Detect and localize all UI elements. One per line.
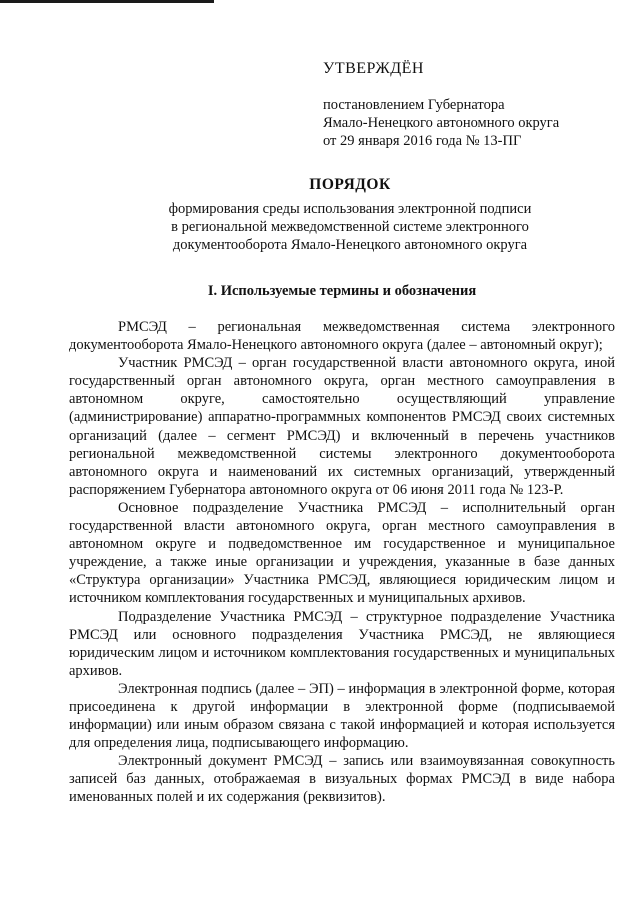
paragraph-participant-definition: Участник РМСЭД – орган государственной власти автономного округа, иной государственный орган автономного округа, орган местного самоуправления в автономном округе, самостоятельно осуществляющий управление (администрирование) аппаратно-программных компонентов РМСЭД своих системных организаций (далее – сегмент РМСЭД) и включенный в перечень участников региональной межведомственной системы электронного документооборота автономного округа и наименований их системных организаций, утвержденный распоряжением Губернатора автономного округа от 06 июня 2011 года № 123-Р. <box>69 355 615 498</box>
approval-line: от 29 января 2016 года № 13-ПГ <box>323 133 522 149</box>
body-text <box>69 318 615 807</box>
approval-block <box>323 60 623 150</box>
document-subtitle-line: в региональной межведомственной системе электронного <box>171 219 529 235</box>
paragraph-main-division-definition: Основное подразделение Участника РМСЭД – исполнительный орган государственной власти автономного округа, орган местного самоуправления в автономном округе и подведомственное им государственное и муниципальное учреждение, а также иные организации и учреждения, указанные в базе данных «Структура организации» Участника РМСЭД, являющиеся юридическим лицом и источником комплектования государственных и муниципальных архивов. <box>69 499 615 607</box>
document-subtitle-line: формирования среды использования электронной подписи <box>168 201 532 217</box>
document-title-block <box>100 176 600 254</box>
document-heading: ПОРЯДОК <box>309 176 391 193</box>
section-heading: I. Используемые термины и обозначения <box>207 283 477 299</box>
paragraph-electronic-document-definition: Электронный документ РМСЭД – запись или взаимоувязанная совокупность записей баз данных, отображаемая в визуальных формах РМСЭД в виде набора именованных полей и их содержания (реквизитов). <box>69 753 615 806</box>
approval-line: постановлением Губернатора <box>323 97 505 113</box>
top-edge-rule <box>0 0 214 3</box>
approval-line: Ямало-Ненецкого автономного округа <box>323 115 560 131</box>
document-subtitle-line: документооборота Ямало-Ненецкого автономного округа <box>172 237 528 253</box>
approval-title: УТВЕРЖДЁН <box>323 60 424 77</box>
paragraph-electronic-signature-definition: Электронная подпись (далее – ЭП) – информация в электронной форме, которая присоединена к другой информации в электронной форме (подписываемой информации) или иным образом связана с такой информацией и которая используется для определения лица, подписывающего информацию. <box>69 680 615 752</box>
paragraph-division-definition: Подразделение Участника РМСЭД – структурное подразделение Участника РМСЭД или основного подразделения Участника РМСЭД, не являющиеся юридическим лицом и источником комплектования государственных и муниципальных архивов. <box>69 608 615 679</box>
paragraph-rmsed-definition: РМСЭД – региональная межведомственная система электронного документооборота Ямало-Ненецкого автономного округа (далее – автономный округ); <box>69 319 615 354</box>
